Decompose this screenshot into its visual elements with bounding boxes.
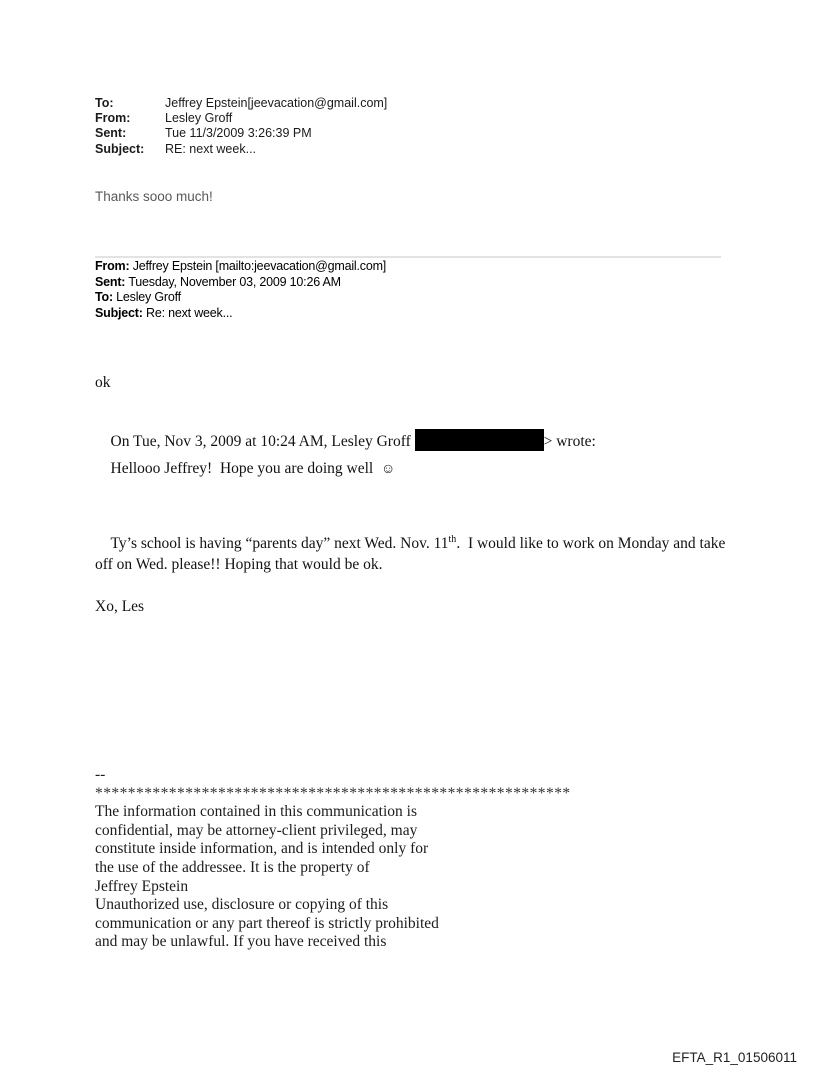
disclaimer-line: The information contained in this communication is	[95, 803, 417, 821]
disclaimer-line: the use of the addressee. It is the property of	[95, 858, 370, 876]
body-paragraph-text: . I would like to work on Monday and take off on Wed. please!! Hoping that would be ok.	[95, 534, 730, 573]
header-row-to	[95, 96, 387, 111]
disclaimer-line: communication or any part thereof is strictly prohibited	[95, 914, 439, 932]
ordinal-superscript: th	[448, 533, 457, 545]
header-field-value: RE: next week...	[165, 141, 257, 156]
asterisk-line: **********************************************************	[95, 784, 571, 802]
header-field-label: Subject:	[95, 141, 145, 156]
bates-number: EFTA_R1_01506011	[672, 1050, 797, 1065]
disclaimer-line: and may be unlawful. If you have received this	[95, 933, 387, 951]
header-field-value: Re: next week...	[142, 305, 233, 320]
quoted-reply-ok: ok	[95, 374, 111, 391]
reply-message: Thanks sooo much!	[95, 189, 213, 204]
quoted-header-row-to	[95, 290, 386, 306]
header-field-label: From:	[95, 111, 131, 126]
confidentiality-disclaimer	[95, 766, 571, 952]
body-paragraph-text: Ty’s school is having “parents day” next Wed. Nov. 11	[110, 534, 449, 552]
disclaimer-line: constitute inside information, and is intended only for	[95, 840, 429, 858]
quoted-header-row-from	[95, 259, 386, 275]
separator-line	[95, 256, 721, 258]
quoted-header-row-sent	[95, 275, 386, 291]
greeting-text: Hellooo Jeffrey! Hope you are doing well	[110, 460, 381, 477]
header-row-subject	[95, 142, 387, 157]
signature-dashes: --	[95, 766, 106, 783]
header-field-value: Tue 11/3/2009 3:26:39 PM	[165, 126, 312, 141]
header-field-label: To:	[95, 96, 114, 110]
header-field-value: Jeffrey Epstein [mailto:jeevacation@gmail.com]	[129, 259, 387, 273]
redacted-email-box	[415, 429, 544, 451]
email-header	[95, 96, 387, 157]
header-field-value: Jeffrey Epstein[jeevacation@gmail.com]	[165, 96, 388, 110]
greeting-line	[95, 442, 395, 496]
header-field-value: Tuesday, November 03, 2009 10:26 AM	[125, 274, 341, 289]
header-row-from	[95, 111, 387, 126]
header-row-sent	[95, 126, 387, 141]
body-paragraph	[95, 511, 730, 597]
header-field-label: Sent:	[95, 126, 127, 141]
quote-attribution-prefix: On Tue, Nov 3, 2009 at 10:24 AM, Lesley Groff	[110, 433, 415, 450]
header-field-label: To:	[95, 290, 113, 305]
header-field-label: Subject:	[95, 305, 143, 320]
header-field-label: Sent:	[95, 274, 126, 289]
disclaimer-line: confidential, may be attorney-client privileged, may	[95, 821, 418, 839]
disclaimer-line: Unauthorized use, disclosure or copying of this	[95, 896, 389, 914]
header-field-value: Lesley Groff	[112, 290, 181, 305]
header-field-value: Lesley Groff	[165, 111, 233, 126]
header-field-label: From:	[95, 259, 130, 273]
disclaimer-line: Jeffrey Epstein	[95, 877, 189, 895]
signoff: Xo, Les	[95, 598, 145, 615]
quoted-email-header	[95, 259, 386, 321]
quote-attribution-suffix: > wrote:	[543, 433, 596, 450]
quoted-header-row-subject	[95, 306, 386, 322]
smiley-icon: ☺	[380, 462, 396, 477]
